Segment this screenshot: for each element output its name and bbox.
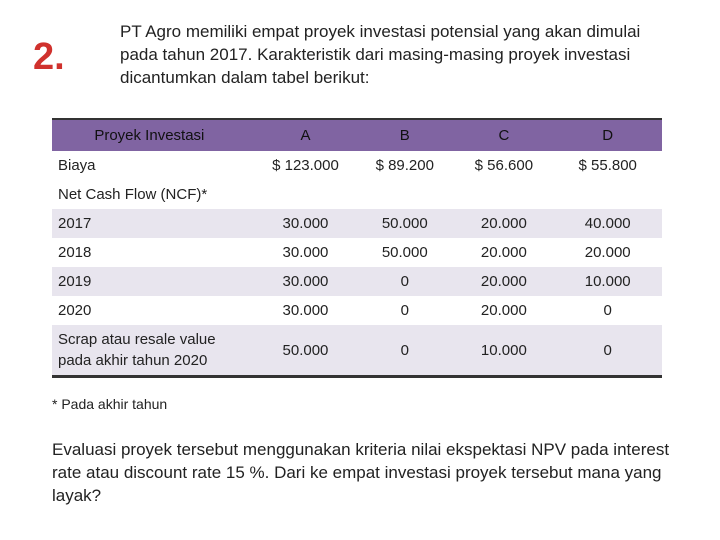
table-cell: 20.000 xyxy=(553,238,662,267)
header-a: A xyxy=(256,119,356,151)
table-row xyxy=(52,238,662,267)
table-cell: 10.000 xyxy=(553,267,662,296)
row-label: 2017 xyxy=(52,209,256,238)
table-row-biaya xyxy=(52,151,662,179)
row-label xyxy=(52,325,256,377)
ncf-label: Net Cash Flow (NCF)* xyxy=(52,179,662,209)
problem-number: 2. xyxy=(33,36,65,78)
table-cell: 50.000 xyxy=(256,325,356,377)
table-row-ncf xyxy=(52,179,662,209)
table-cell: $ 123.000 xyxy=(256,151,356,179)
table-cell: 20.000 xyxy=(454,209,553,238)
table-cell: 0 xyxy=(355,267,454,296)
investment-table xyxy=(52,118,662,378)
table-cell: 30.000 xyxy=(256,267,356,296)
intro-text: PT Agro memiliki empat proyek investasi potensial yang akan dimulai pada tahun 2017. Karakteristik dari masing-masing proyek investasi dicantumkan dalam tabel berikut: xyxy=(120,22,641,87)
table-row xyxy=(52,296,662,325)
table-cell: 30.000 xyxy=(256,238,356,267)
table-row-scrap xyxy=(52,325,662,377)
table-cell: $ 55.800 xyxy=(553,151,662,179)
header-c: C xyxy=(454,119,553,151)
row-label: Biaya xyxy=(52,151,256,179)
row-label: 2019 xyxy=(52,267,256,296)
table-cell: 20.000 xyxy=(454,267,553,296)
header-d: D xyxy=(553,119,662,151)
table-cell: 20.000 xyxy=(454,238,553,267)
table-cell: 30.000 xyxy=(256,209,356,238)
row-label-line1: Scrap atau resale value xyxy=(58,331,216,348)
table-cell: 20.000 xyxy=(454,296,553,325)
table-cell: $ 89.200 xyxy=(355,151,454,179)
header-project: Proyek Investasi xyxy=(52,119,256,151)
table-row xyxy=(52,209,662,238)
table-header-row xyxy=(52,119,662,151)
row-label: 2018 xyxy=(52,238,256,267)
row-label-line2: pada akhir tahun 2020 xyxy=(58,352,208,369)
row-label: 2020 xyxy=(52,296,256,325)
header-b: B xyxy=(355,119,454,151)
table-cell: 50.000 xyxy=(355,209,454,238)
table-cell: 10.000 xyxy=(454,325,553,377)
table-cell: 0 xyxy=(553,325,662,377)
table-cell: 0 xyxy=(355,325,454,377)
table-row xyxy=(52,267,662,296)
table-cell: 40.000 xyxy=(553,209,662,238)
question-text: Evaluasi proyek tersebut menggunakan kriteria nilai ekspektasi NPV pada interest rate atau discount rate 15 %. Dari ke empat investasi proyek tersebut mana yang layak? xyxy=(52,440,670,505)
footnote: * Pada akhir tahun xyxy=(52,396,168,412)
table-cell: $ 56.600 xyxy=(454,151,553,179)
table-cell: 0 xyxy=(553,296,662,325)
table-cell: 0 xyxy=(355,296,454,325)
table-cell: 30.000 xyxy=(256,296,356,325)
table-cell: 50.000 xyxy=(355,238,454,267)
